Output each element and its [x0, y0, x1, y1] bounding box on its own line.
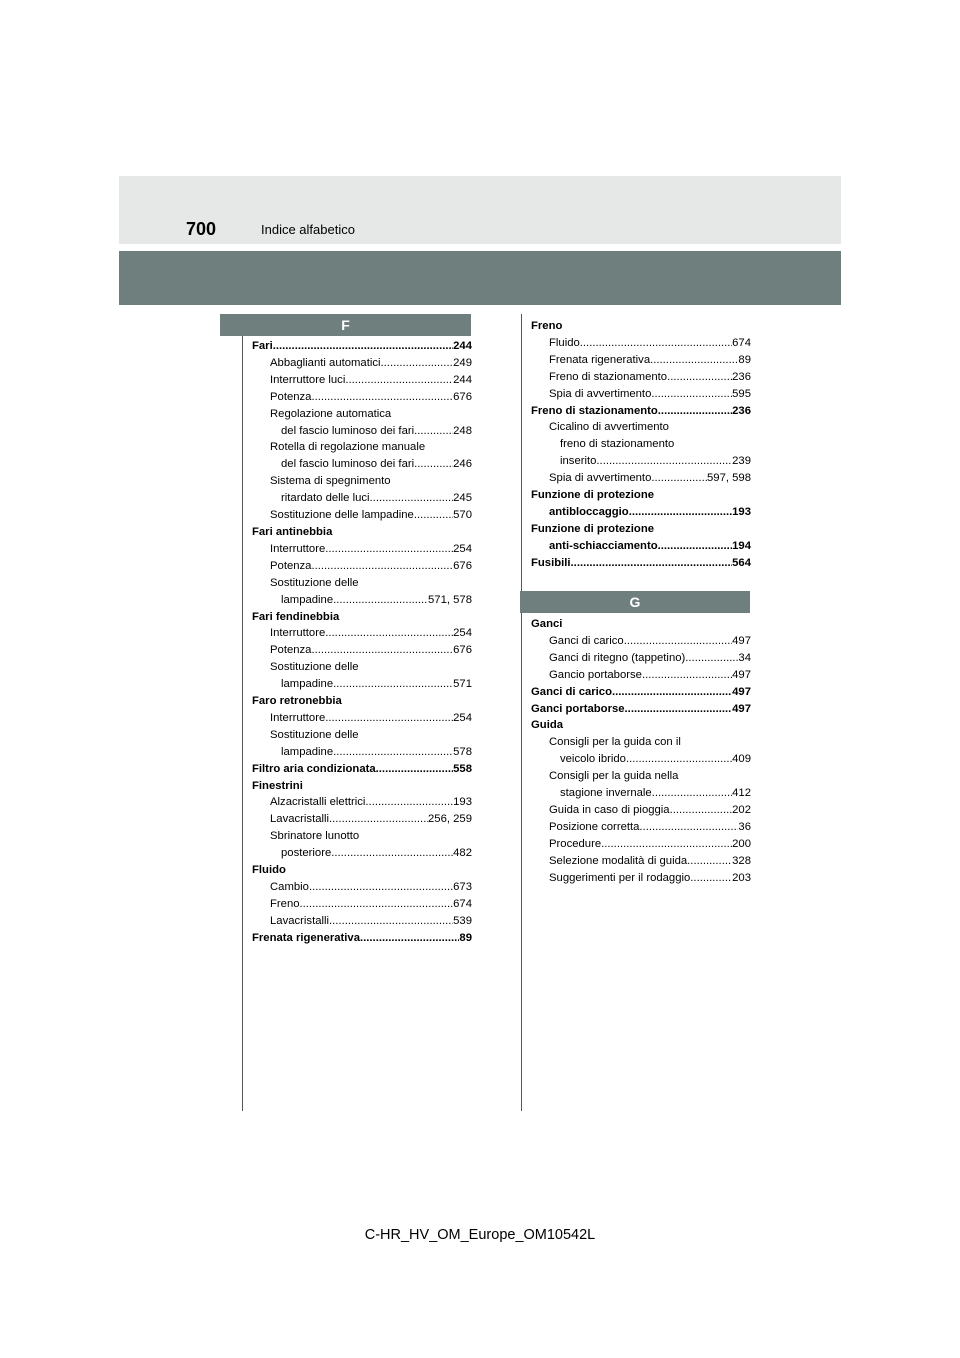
- index-entry-page: 193: [453, 796, 472, 809]
- section-title: Indice alfabetico: [261, 222, 355, 237]
- index-entry: [531, 870, 751, 887]
- index-entry: [531, 470, 751, 487]
- index-entry-term: Spia di avvertimento: [549, 387, 652, 400]
- index-entry-term: Freno di stazionamento: [531, 404, 658, 417]
- index-entry-term: Ganci: [531, 618, 563, 630]
- index-entry-term: lampadine: [281, 745, 334, 758]
- dot-leader: [625, 701, 733, 718]
- index-entry-term: Ganci portaborse: [531, 702, 625, 715]
- index-entry: [531, 785, 751, 802]
- letter-heading-g: G: [520, 591, 750, 613]
- index-entry: [531, 768, 751, 785]
- index-entry-page: 245: [453, 492, 472, 505]
- index-entry: [252, 524, 472, 541]
- index-entry-term: Freno: [531, 320, 563, 332]
- index-entry-page: 571, 578: [428, 593, 472, 606]
- index-entry: [531, 734, 751, 751]
- index-entry-term: Freno di stazionamento: [549, 370, 668, 383]
- index-entry-term: posteriore: [281, 847, 332, 860]
- index-entry-term: Filtro aria condizionata: [252, 762, 376, 775]
- index-entry-page: 597, 598: [707, 472, 751, 485]
- index-entry-term: del fascio luminoso dei fari: [281, 424, 415, 437]
- index-entry-page: 578: [453, 745, 472, 758]
- index-entry: [252, 541, 472, 558]
- index-entry: [252, 896, 472, 913]
- index-entry: [252, 845, 472, 862]
- index-entry-page: 539: [453, 914, 472, 927]
- index-entry-term: Sostituzione delle lampadine: [270, 509, 414, 522]
- index-entry: [252, 761, 472, 778]
- index-entry: [252, 710, 472, 727]
- index-entry-page: 244: [453, 340, 472, 352]
- index-entry: [252, 609, 472, 626]
- index-entry: [252, 456, 472, 473]
- index-entry-term: Alzacristalli elettrici: [270, 796, 366, 809]
- dot-leader: [658, 538, 733, 555]
- index-entry-page: 570: [453, 509, 472, 522]
- index-entry-term: Interruttore luci: [270, 373, 346, 386]
- index-entry-term: Funzione di protezione: [531, 522, 655, 535]
- index-entry: [531, 751, 751, 768]
- index-column-left: [252, 338, 472, 947]
- index-entry-page: 676: [453, 390, 472, 403]
- index-entry: [252, 423, 472, 440]
- index-entry: [531, 386, 751, 403]
- index-entry: [252, 862, 472, 879]
- index-entry-page: 676: [453, 559, 472, 572]
- index-entry: [252, 575, 472, 592]
- index-entry-term: Abbaglianti automatici: [270, 356, 381, 369]
- index-entry-page: 497: [732, 634, 751, 647]
- index-entry: [252, 811, 472, 828]
- index-entry-page: 203: [732, 871, 751, 884]
- index-entry-page: 236: [732, 370, 751, 383]
- index-entry: [252, 642, 472, 659]
- index-entry-page: 595: [732, 387, 751, 400]
- column-divider-right: [521, 314, 522, 1111]
- index-entry-term: Finestrini: [252, 779, 303, 792]
- dot-leader: [345, 372, 453, 389]
- index-entry-page: 236: [732, 404, 751, 417]
- header-dark-band: [119, 251, 841, 305]
- index-entry-page: 244: [453, 373, 472, 386]
- index-entry: [252, 558, 472, 575]
- index-entry-page: 89: [459, 931, 472, 944]
- dot-leader: [642, 667, 732, 684]
- dot-leader: [381, 355, 454, 372]
- dot-leader: [370, 490, 454, 507]
- index-entry-page: 328: [732, 854, 751, 867]
- index-entry-term: Sostituzione delle: [270, 728, 359, 741]
- index-entry-term: lampadine: [281, 678, 334, 691]
- dot-leader: [325, 541, 453, 558]
- index-entry-page: 254: [453, 627, 472, 640]
- index-entry-page: 674: [732, 336, 751, 349]
- index-entry-page: 256, 259: [428, 813, 472, 826]
- index-entry-term: Guida in caso di pioggia: [549, 803, 670, 816]
- index-entry: [252, 930, 472, 947]
- index-entry: [531, 701, 751, 718]
- index-entry: [531, 453, 751, 470]
- index-entry: [252, 913, 472, 930]
- dot-leader: [687, 853, 732, 870]
- dot-leader: [626, 751, 732, 768]
- index-entry-term: Ganci di carico: [531, 685, 612, 698]
- index-entry-page: 412: [732, 787, 751, 800]
- index-entry-term: Funzione di protezione: [531, 489, 655, 502]
- index-entry-term: Regolazione automatica: [270, 407, 392, 420]
- index-entry-page: 558: [453, 762, 472, 775]
- index-entry: [252, 828, 472, 845]
- dot-leader: [325, 625, 453, 642]
- dot-leader: [365, 794, 453, 811]
- index-entry-term: del fascio luminoso dei fari: [281, 458, 415, 471]
- index-entry-term: Sbrinatore lunotto: [270, 830, 360, 843]
- index-entry-page: 34: [738, 651, 751, 664]
- header-band: [119, 176, 841, 244]
- index-entry-term: Sistema di spegnimento: [270, 475, 391, 488]
- index-entry: [252, 338, 472, 355]
- dot-leader: [333, 676, 453, 693]
- index-entry: [531, 555, 751, 572]
- index-entry-page: 674: [453, 897, 472, 910]
- dot-leader: [311, 389, 453, 406]
- index-entry-term: Ganci di ritegno (tappetino): [549, 651, 686, 664]
- index-entry-term: Interruttore: [270, 542, 326, 555]
- index-entry-page: 194: [732, 539, 751, 552]
- index-entry-term: Sostituzione delle: [270, 661, 359, 674]
- index-entry-term: Fari fendinebbia: [252, 610, 340, 623]
- index-entry-page: 254: [453, 711, 472, 724]
- index-entry-page: 200: [732, 837, 751, 850]
- dot-leader: [601, 836, 732, 853]
- dot-leader: [651, 470, 707, 487]
- index-entry: [531, 650, 751, 667]
- dot-leader: [667, 369, 732, 386]
- index-entry: [252, 372, 472, 389]
- index-entry-page: 676: [453, 644, 472, 657]
- index-entry: [531, 318, 751, 335]
- dot-leader: [685, 650, 738, 667]
- dot-leader: [612, 684, 732, 701]
- index-entry: [252, 676, 472, 693]
- index-entry-term: Faro retronebbia: [252, 695, 342, 708]
- dot-leader: [414, 423, 453, 440]
- index-entry-page: 497: [732, 668, 751, 681]
- index-entry-term: ritardato delle luci: [281, 492, 370, 505]
- index-entry-term: Freno: [270, 897, 300, 910]
- index-entry: [252, 592, 472, 609]
- index-entry-term: Fluido: [549, 336, 580, 349]
- index-entry: [252, 778, 472, 795]
- dot-leader: [650, 352, 738, 369]
- index-entry-page: 246: [453, 458, 472, 471]
- index-entry: [531, 836, 751, 853]
- index-entry: [531, 616, 751, 633]
- column-divider-left: [242, 314, 243, 1111]
- index-entry: [531, 369, 751, 386]
- index-entry: [531, 419, 751, 436]
- index-entry-term: Interruttore: [270, 711, 326, 724]
- dot-leader: [376, 761, 453, 778]
- index-entry-term: lampadine: [281, 593, 334, 606]
- index-entry-page: 89: [738, 353, 751, 366]
- index-entry: [252, 693, 472, 710]
- index-entry-term: Frenata rigenerativa: [252, 931, 360, 944]
- index-entry-term: Fluido: [252, 864, 286, 877]
- dot-leader: [333, 592, 428, 609]
- index-entry-term: Procedure: [549, 837, 602, 850]
- dot-leader: [311, 558, 453, 575]
- dot-leader: [652, 785, 732, 802]
- index-entry-page: 36: [738, 820, 751, 833]
- dot-leader: [596, 453, 732, 470]
- dot-leader: [300, 896, 454, 913]
- index-entry-term: Fari antinebbia: [252, 525, 333, 538]
- dot-leader: [273, 338, 453, 355]
- dot-leader: [629, 504, 732, 521]
- index-entry-page: 239: [732, 455, 751, 468]
- index-entry-term: Gancio portaborse: [549, 668, 642, 681]
- index-entry-term: stagione invernale: [560, 787, 652, 800]
- dot-leader: [333, 744, 453, 761]
- dot-leader: [690, 870, 732, 887]
- dot-leader: [414, 507, 453, 524]
- dot-leader: [329, 913, 453, 930]
- index-entry: [252, 355, 472, 372]
- index-entry: [252, 794, 472, 811]
- index-entry-term: Fari: [252, 340, 273, 352]
- index-entry-term: Potenza: [270, 390, 312, 403]
- index-entry: [531, 538, 751, 555]
- index-entry: [531, 335, 751, 352]
- index-entry-term: Potenza: [270, 644, 312, 657]
- index-entry-term: Cambio: [270, 881, 309, 893]
- dot-leader: [639, 819, 738, 836]
- index-entry-term: Frenata rigenerativa: [549, 353, 651, 366]
- index-entry: [531, 633, 751, 650]
- index-entry: [252, 744, 472, 761]
- index-entry-term: Selezione modalità di guida: [549, 854, 688, 867]
- index-entry: [252, 625, 472, 642]
- dot-leader: [329, 811, 428, 828]
- dot-leader: [360, 930, 459, 947]
- dot-leader: [325, 710, 453, 727]
- index-entry: [531, 853, 751, 870]
- index-entry-term: veicolo ibrido: [560, 753, 626, 766]
- index-entry-term: Fusibili: [531, 556, 571, 569]
- index-entry: [252, 727, 472, 744]
- index-entry-page: 193: [732, 505, 751, 518]
- index-entry-term: anti-schiacciamento: [549, 539, 658, 552]
- dot-leader: [651, 386, 732, 403]
- index-entry-term: Rotella di regolazione manuale: [270, 441, 426, 454]
- index-entry: [531, 684, 751, 701]
- index-entry: [252, 473, 472, 490]
- index-entry: [531, 352, 751, 369]
- dot-leader: [309, 879, 453, 896]
- index-entry-term: Consigli per la guida con il: [549, 736, 681, 749]
- index-entry: [531, 403, 751, 420]
- index-entry: [252, 879, 472, 896]
- dot-leader: [624, 633, 732, 650]
- dot-leader: [670, 802, 733, 819]
- index-entry-term: inserito: [560, 455, 597, 468]
- index-entry: [531, 504, 751, 521]
- letter-heading-f: F: [220, 314, 471, 336]
- index-entry: [252, 389, 472, 406]
- index-entry-term: Lavacristalli: [270, 813, 330, 826]
- index-entry-page: 564: [732, 556, 751, 569]
- index-entry-term: Spia di avvertimento: [549, 472, 652, 485]
- index-entry-term: Lavacristalli: [270, 914, 330, 927]
- index-entry-term: Ganci di carico: [549, 634, 624, 647]
- index-entry-term: Potenza: [270, 559, 312, 572]
- index-entry: [531, 819, 751, 836]
- index-entry-page: 673: [453, 881, 472, 893]
- dot-leader: [580, 335, 732, 352]
- index-entry-term: antibloccaggio: [549, 505, 629, 518]
- index-entry-term: Suggerimenti per il rodaggio: [549, 871, 691, 884]
- dot-leader: [414, 456, 453, 473]
- index-entry: [531, 717, 751, 734]
- index-entry: [252, 507, 472, 524]
- dot-leader: [331, 845, 453, 862]
- index-entry: [252, 490, 472, 507]
- index-entry-term: Sostituzione delle: [270, 576, 359, 589]
- index-entry: [531, 521, 751, 538]
- index-entry: [252, 406, 472, 423]
- dot-leader: [571, 555, 733, 572]
- index-entry-page: 571: [453, 678, 472, 691]
- index-entry-term: Interruttore: [270, 627, 326, 640]
- index-entry-page: 202: [732, 803, 751, 816]
- index-entry: [252, 659, 472, 676]
- index-entry-page: 497: [732, 702, 751, 715]
- index-column-right-bottom: [531, 616, 751, 887]
- index-column-right-top: [531, 318, 751, 572]
- index-entry: [531, 802, 751, 819]
- index-entry-term: Consigli per la guida nella: [549, 770, 679, 783]
- dot-leader: [311, 642, 453, 659]
- index-entry: [531, 667, 751, 684]
- index-entry-page: 482: [453, 847, 472, 860]
- index-entry-page: 409: [732, 753, 751, 766]
- index-entry-term: Posizione corretta: [549, 820, 640, 833]
- dot-leader: [658, 403, 732, 420]
- index-entry: [531, 436, 751, 453]
- index-entry-page: 254: [453, 542, 472, 555]
- index-entry-term: freno di stazionamento: [560, 438, 675, 451]
- document-code: C-HR_HV_OM_Europe_OM10542L: [364, 1227, 596, 1243]
- index-entry-page: 497: [732, 685, 751, 698]
- index-entry-page: 249: [453, 356, 472, 369]
- index-entry: [531, 487, 751, 504]
- page-number: 700: [186, 219, 217, 239]
- index-entry-page: 248: [453, 424, 472, 437]
- index-entry-term: Guida: [531, 719, 564, 732]
- index-entry-term: Cicalino di avvertimento: [549, 421, 669, 434]
- index-entry: [252, 439, 472, 456]
